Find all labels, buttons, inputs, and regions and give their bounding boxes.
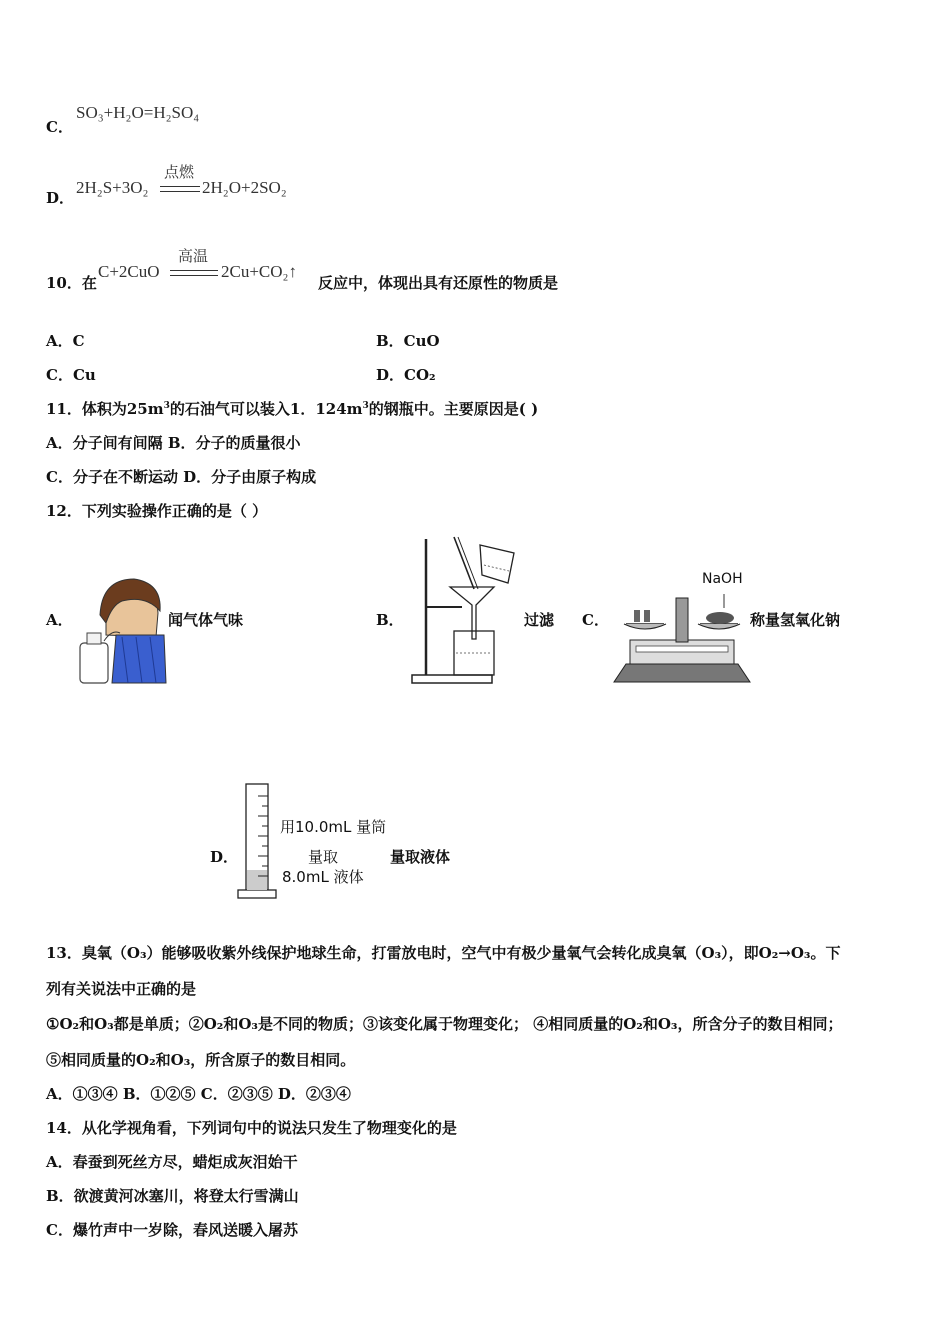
naoh-tag: NaOH [702, 571, 743, 587]
q11-options-row1: A．分子间有间隔 B．分子的质量很小 [46, 434, 301, 452]
q12-option-b-label: B． [376, 611, 404, 629]
q12-option-b-caption: 过滤 [524, 611, 555, 629]
q13-statements-line2: ⑤相同质量的O₂和O₃，所含原子的数目相同。 [46, 1051, 356, 1069]
q12-option-a-label: A． [46, 611, 73, 629]
q10-option-d: D．CO₂ [376, 366, 436, 384]
q12-option-c-caption: 称量氢氧化钠 [750, 611, 841, 629]
q14-stem: 14．从化学视角看，下列词句中的说法只发生了物理变化的是 [46, 1119, 457, 1137]
cylinder-note-line1: 用10.0mL 量筒 [280, 818, 387, 836]
q10-suffix: 反应中，体现出具有还原性的物质是 [318, 274, 559, 292]
q12-option-c-label: C． [582, 611, 609, 629]
balance-illustration [612, 590, 752, 688]
q12-option-d-caption: 量取液体 [390, 848, 451, 866]
q13-statements-line1: ①O₂和O₃都是单质；②O₂和O₃是不同的物质；③该变化属于物理变化； ④相同质量的O₂和O₃，所含分子的数目相同； [46, 1015, 843, 1033]
q9-option-d-condition: 点燃 [164, 163, 195, 181]
q9-option-c-label: C． [46, 118, 73, 136]
q11-stem: 11．体积为$25m^3$的石油气可以装入1．$124m^3$的钢瓶中。主要原因是( ) [46, 400, 539, 418]
q10-right: 2Cu+CO₂↑ [221, 262, 297, 281]
q12-stem: 12．下列实验操作正确的是（ ） [46, 502, 268, 520]
q14-option-c: C．爆竹声中一岁除，春风送暖入屠苏 [46, 1221, 298, 1239]
q12-option-d-label: D． [210, 848, 239, 866]
q9-option-d-right: 2H₂O+2SO₂ [202, 178, 287, 197]
q10-left: C+2CuO [98, 262, 160, 281]
q10-reaction-arrow [170, 270, 218, 276]
cylinder-note-line2: 量取 [308, 848, 339, 866]
q13-options: A．①③④ B．①②⑤ C．②③⑤ D．②③④ [46, 1085, 351, 1103]
q9-option-d-left: 2H₂S+3O₂ [76, 178, 149, 197]
q14-option-a: A．春蚕到死丝方尽，蜡炬成灰泪始干 [46, 1153, 298, 1171]
q9-option-c-equation: SO₃+H₂O=H₂SO₄ [76, 103, 200, 122]
cylinder-note-line3: 8.0mL 液体 [282, 868, 364, 886]
graduated-cylinder-illustration [236, 782, 280, 900]
q10-option-c: C．Cu [46, 366, 96, 384]
q13-stem-line2: 列有关说法中正确的是 [46, 980, 197, 998]
q9-option-d-label: D． [46, 189, 75, 207]
q14-option-b: B．欲渡黄河冰塞川，将登太行雪满山 [46, 1187, 299, 1205]
q12-option-a-caption: 闻气体气味 [168, 611, 244, 629]
filtration-illustration [410, 535, 522, 687]
q10-prefix: 10．在 [46, 274, 97, 292]
smelling-gas-illustration [76, 575, 168, 685]
q9-reaction-arrow [160, 186, 200, 192]
q13-stem-line1: 13．臭氧（O₃）能够吸收紫外线保护地球生命，打雷放电时，空气中有极少量氧气会转化成臭氧（O₃），即O₂→O₃。下 [46, 944, 841, 962]
q10-option-b: B．CuO [376, 332, 440, 350]
q11-options-row2: C．分子在不断运动 D．分子由原子构成 [46, 468, 317, 486]
q10-option-a: A．C [46, 332, 85, 350]
q10-condition: 高温 [178, 247, 209, 265]
